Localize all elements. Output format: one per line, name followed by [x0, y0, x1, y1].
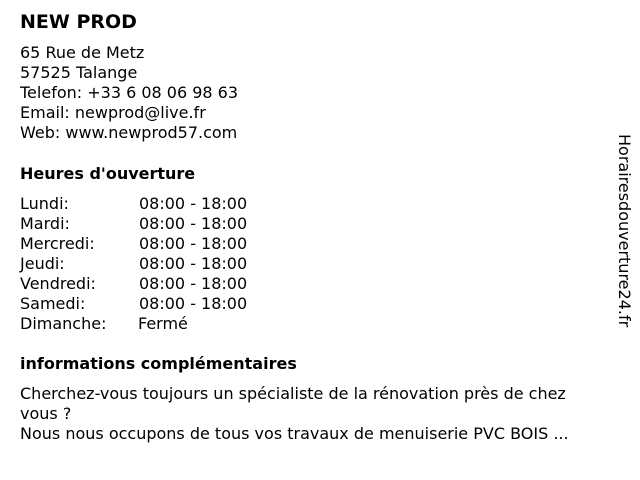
day-label: Vendredi: [20, 274, 96, 293]
hours-row-monday [20, 194, 320, 214]
day-label: Samedi: [20, 294, 86, 313]
time-range: 08:00 - 18:00 [139, 194, 248, 213]
time-range: 08:00 - 18:00 [139, 254, 248, 273]
day-label: Jeudi: [20, 254, 65, 273]
info-line: Cherchez-vous toujours un spécialiste de la rénovation près de chez [20, 384, 566, 403]
contact-block [20, 43, 238, 143]
phone-number: Telefon: +33 6 08 06 98 63 [20, 83, 239, 102]
day-label: Mercredi: [20, 234, 95, 253]
day-label: Mardi: [20, 214, 70, 233]
hours-row-friday [20, 274, 320, 294]
hours-row-wednesday [20, 234, 320, 254]
opening-hours-list [20, 194, 320, 334]
street-address: 65 Rue de Metz [20, 43, 145, 62]
website: Web: www.newprod57.com [20, 123, 238, 142]
business-name: NEW PROD [20, 11, 137, 33]
hours-row-thursday [20, 254, 320, 274]
time-range: 08:00 - 18:00 [139, 234, 248, 253]
hours-row-sunday [20, 314, 320, 334]
email-address: Email: newprod@live.fr [20, 103, 206, 122]
info-line: Nous nous occupons de tous vos travaux de menuiserie PVC BOIS ... [20, 424, 569, 443]
hours-row-saturday [20, 294, 320, 314]
time-range: 08:00 - 18:00 [139, 214, 248, 233]
closed-label: Fermé [138, 314, 188, 333]
time-range: 08:00 - 18:00 [139, 294, 248, 313]
info-heading: informations complémentaires [20, 354, 297, 373]
time-range: 08:00 - 18:00 [139, 274, 248, 293]
info-line: vous ? [20, 404, 72, 423]
hours-heading: Heures d'ouverture [20, 164, 196, 183]
day-label: Lundi: [20, 194, 69, 213]
info-description [20, 384, 626, 444]
hours-row-tuesday [20, 214, 320, 234]
day-label: Dimanche: [20, 314, 107, 333]
city-address: 57525 Talange [20, 63, 138, 82]
site-watermark: Horairesdouverture24.fr [615, 134, 634, 328]
